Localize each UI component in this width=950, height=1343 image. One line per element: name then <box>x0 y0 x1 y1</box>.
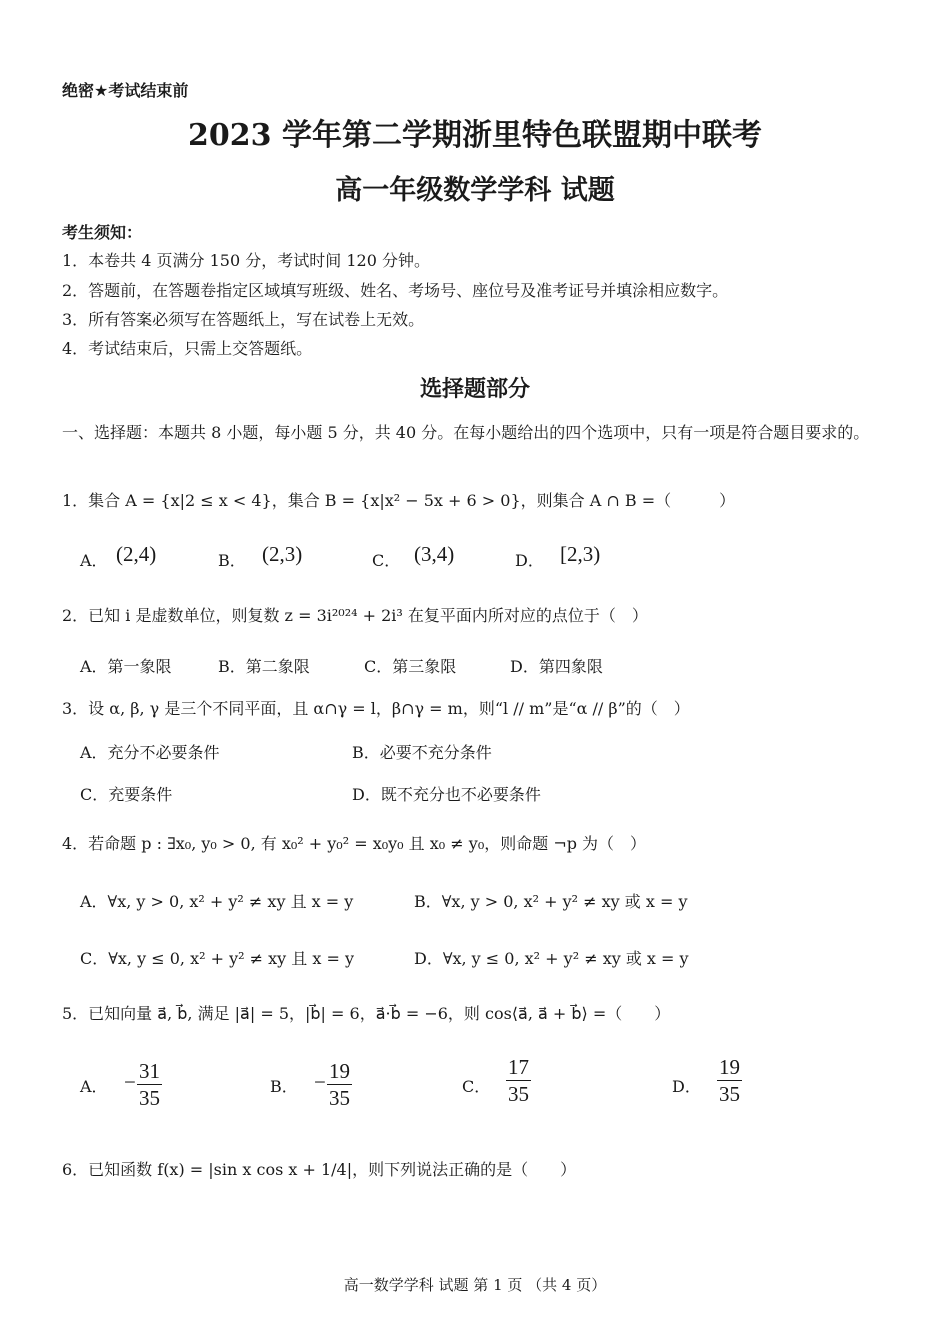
q1-option-d-label: D． <box>515 551 544 570</box>
q4-option-d: D．∀x, y ≤ 0, x² + y² ≠ xy 或 x = y <box>414 949 689 968</box>
notice-item: 3．所有答案必须写在答题纸上，写在试卷上无效。 <box>62 310 425 329</box>
q5-option-a-fraction <box>137 1058 162 1111</box>
q4-option-b: B．∀x, y > 0, x² + y² ≠ xy 或 x = y <box>414 892 688 911</box>
section-title: 选择题部分 <box>419 376 530 402</box>
notice-item: 2．答题前，在答题卷指定区域填写班级、姓名、考场号、座位号及准考证号并填涂相应数字。 <box>62 281 729 300</box>
q1-option-d-value: [2,3) <box>560 542 601 566</box>
exam-subtitle: 高一年级数学学科 试题 <box>335 175 615 206</box>
q2-option-c: C．第三象限 <box>364 657 457 676</box>
numerator: 31 <box>139 1059 160 1083</box>
q3-option-b: B．必要不充分条件 <box>352 743 492 762</box>
q1-option-a-label: A． <box>80 551 108 570</box>
q1-option-c-value: (3,4) <box>414 542 455 566</box>
question-6-stem: 6．已知函数 f(x) = |sin x cos x + 1/4|，则下列说法正确的是（ ） <box>62 1160 577 1179</box>
section-intro: 一、选择题：本题共 8 小题，每小题 5 分，共 40 分。在每小题给出的四个选项中，只有一项是符合题目要求的。 <box>62 423 870 442</box>
confidential-label: 绝密★考试结束前 <box>62 81 189 100</box>
denominator: 35 <box>329 1086 350 1110</box>
notice-heading: 考生须知： <box>62 223 143 242</box>
q5-option-b-label: B． <box>270 1077 298 1096</box>
question-2-stem: 2．已知 i 是虚数单位，则复数 z = 3i²⁰²⁴ + 2i³ 在复平面内所对应的点位于（ ） <box>62 606 648 625</box>
q5-option-a-sign: − <box>124 1070 136 1094</box>
notice-item: 4．考试结束后，只需上交答题纸。 <box>62 339 313 358</box>
q5-option-b-sign: − <box>314 1070 326 1094</box>
question-1-stem: 1．集合 A = {x|2 ≤ x < 4}，集合 B = {x|x² − 5x + 6 > 0}，则集合 A ∩ B =（ ） <box>62 491 736 510</box>
q5-option-b-fraction <box>327 1058 352 1111</box>
q5-option-c-label: C． <box>462 1077 491 1096</box>
denominator: 35 <box>139 1086 160 1110</box>
q1-option-c-label: C． <box>372 551 401 570</box>
exam-title: 2023 学年第二学期浙里特色联盟期中联考 <box>188 118 762 153</box>
denominator: 35 <box>719 1082 740 1106</box>
q3-option-a: A．充分不必要条件 <box>80 743 220 762</box>
q2-option-b: B．第二象限 <box>218 657 310 676</box>
numerator: 19 <box>719 1055 740 1079</box>
numerator: 19 <box>329 1059 350 1083</box>
question-3-stem: 3．设 α, β, γ 是三个不同平面，且 α∩γ = l，β∩γ = m，则“l // m”是“α // β”的（ ） <box>62 699 690 718</box>
q3-option-c: C．充要条件 <box>80 785 173 804</box>
denominator: 35 <box>508 1082 529 1106</box>
question-4-stem: 4．若命题 p : ∃x₀, y₀ > 0, 有 x₀² + y₀² = x₀y₀ 且 x₀ ≠ y₀，则命题 ¬p 为（ ） <box>62 834 647 853</box>
page-footer: 高一数学学科 试题 第 1 页 （共 4 页） <box>343 1276 607 1294</box>
q5-option-c-fraction <box>506 1054 531 1107</box>
q5-option-d-label: D． <box>672 1077 701 1096</box>
q4-option-a: A．∀x, y > 0, x² + y² ≠ xy 且 x = y <box>80 892 354 911</box>
q3-option-d: D．既不充分也不必要条件 <box>352 785 541 804</box>
q1-option-a-value: (2,4) <box>116 542 157 566</box>
q2-option-d: D．第四象限 <box>510 657 603 676</box>
q1-option-b-label: B． <box>218 551 246 570</box>
numerator: 17 <box>508 1055 529 1079</box>
q5-option-a-label: A． <box>80 1077 108 1096</box>
q1-option-b-value: (2,3) <box>262 542 303 566</box>
question-5-stem: 5．已知向量 a⃗, b⃗, 满足 |a⃗| = 5，|b⃗| = 6，a⃗·b⃗ = −6，则 cos⟨a⃗, a⃗ + b⃗⟩ =（ ） <box>62 1004 671 1023</box>
q5-option-d-fraction <box>717 1054 742 1107</box>
notice-item: 1．本卷共 4 页满分 150 分，考试时间 120 分钟。 <box>62 251 430 270</box>
q4-option-c: C．∀x, y ≤ 0, x² + y² ≠ xy 且 x = y <box>80 949 354 968</box>
q2-option-a: A．第一象限 <box>80 657 172 676</box>
